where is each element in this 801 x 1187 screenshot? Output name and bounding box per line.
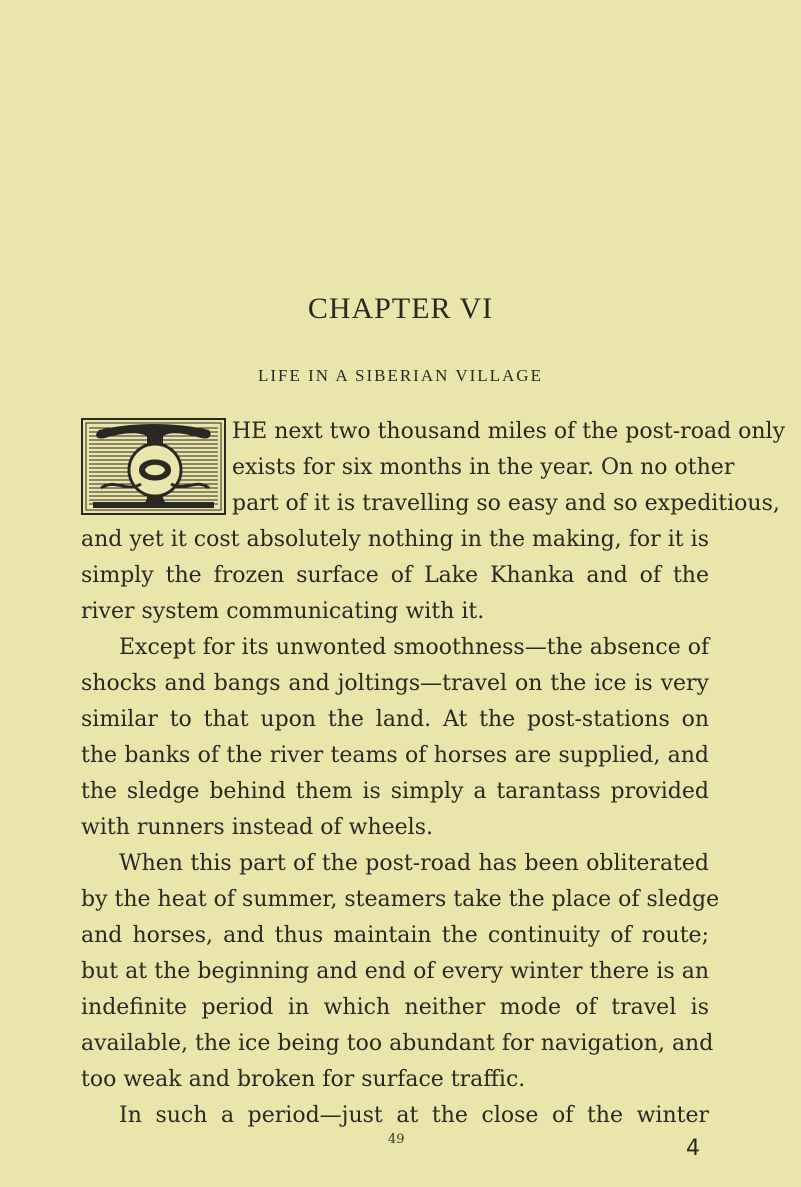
text-line: In such a period—just at the close of the winter [119,1103,709,1128]
page-number: 49 [388,1132,405,1147]
text-line: and yet it cost absolutely nothing in the making, for it is [81,527,709,552]
ornamental-dropcap-t-icon [81,418,226,515]
text-line: indefinite period in which neither mode of travel is [81,995,709,1020]
text-line: too weak and broken for surface traffic. [81,1067,526,1092]
text-line: the sledge behind them is simply a tarantass provided [81,779,709,804]
text-line: similar to that upon the land. At the post-stations on [81,707,709,732]
text-line: and horses, and thus maintain the continuity of route; [81,923,709,948]
chapter-heading: CHAPTER VI [307,292,494,325]
text-line: part of it is travelling so easy and so expeditious, [232,491,780,516]
text-line: shocks and bangs and joltings—travel on the ice is very [81,671,709,696]
text-line: exists for six months in the year. On no other [232,455,735,480]
text-line: the banks of the river teams of horses are supplied, and [81,743,709,768]
text-line: by the heat of summer, steamers take the place of sledge [81,887,720,912]
text-line: HE next two thousand miles of the post-road only [232,419,786,444]
text-line: Except for its unwonted smoothness—the absence of [119,635,710,660]
text-line: simply the frozen surface of Lake Khanka and of the [81,563,709,588]
text-line: but at the beginning and end of every winter there is an [81,959,709,984]
signature-mark: 4 [686,1136,700,1161]
text-line: river system communicating with it. [81,599,485,624]
text-line: When this part of the post-road has been obliterated [119,851,709,876]
chapter-title: LIFE IN A SIBERIAN VILLAGE [258,366,543,385]
text-line: with runners instead of wheels. [81,815,433,840]
text-line: available, the ice being too abundant for navigation, and [81,1031,714,1056]
